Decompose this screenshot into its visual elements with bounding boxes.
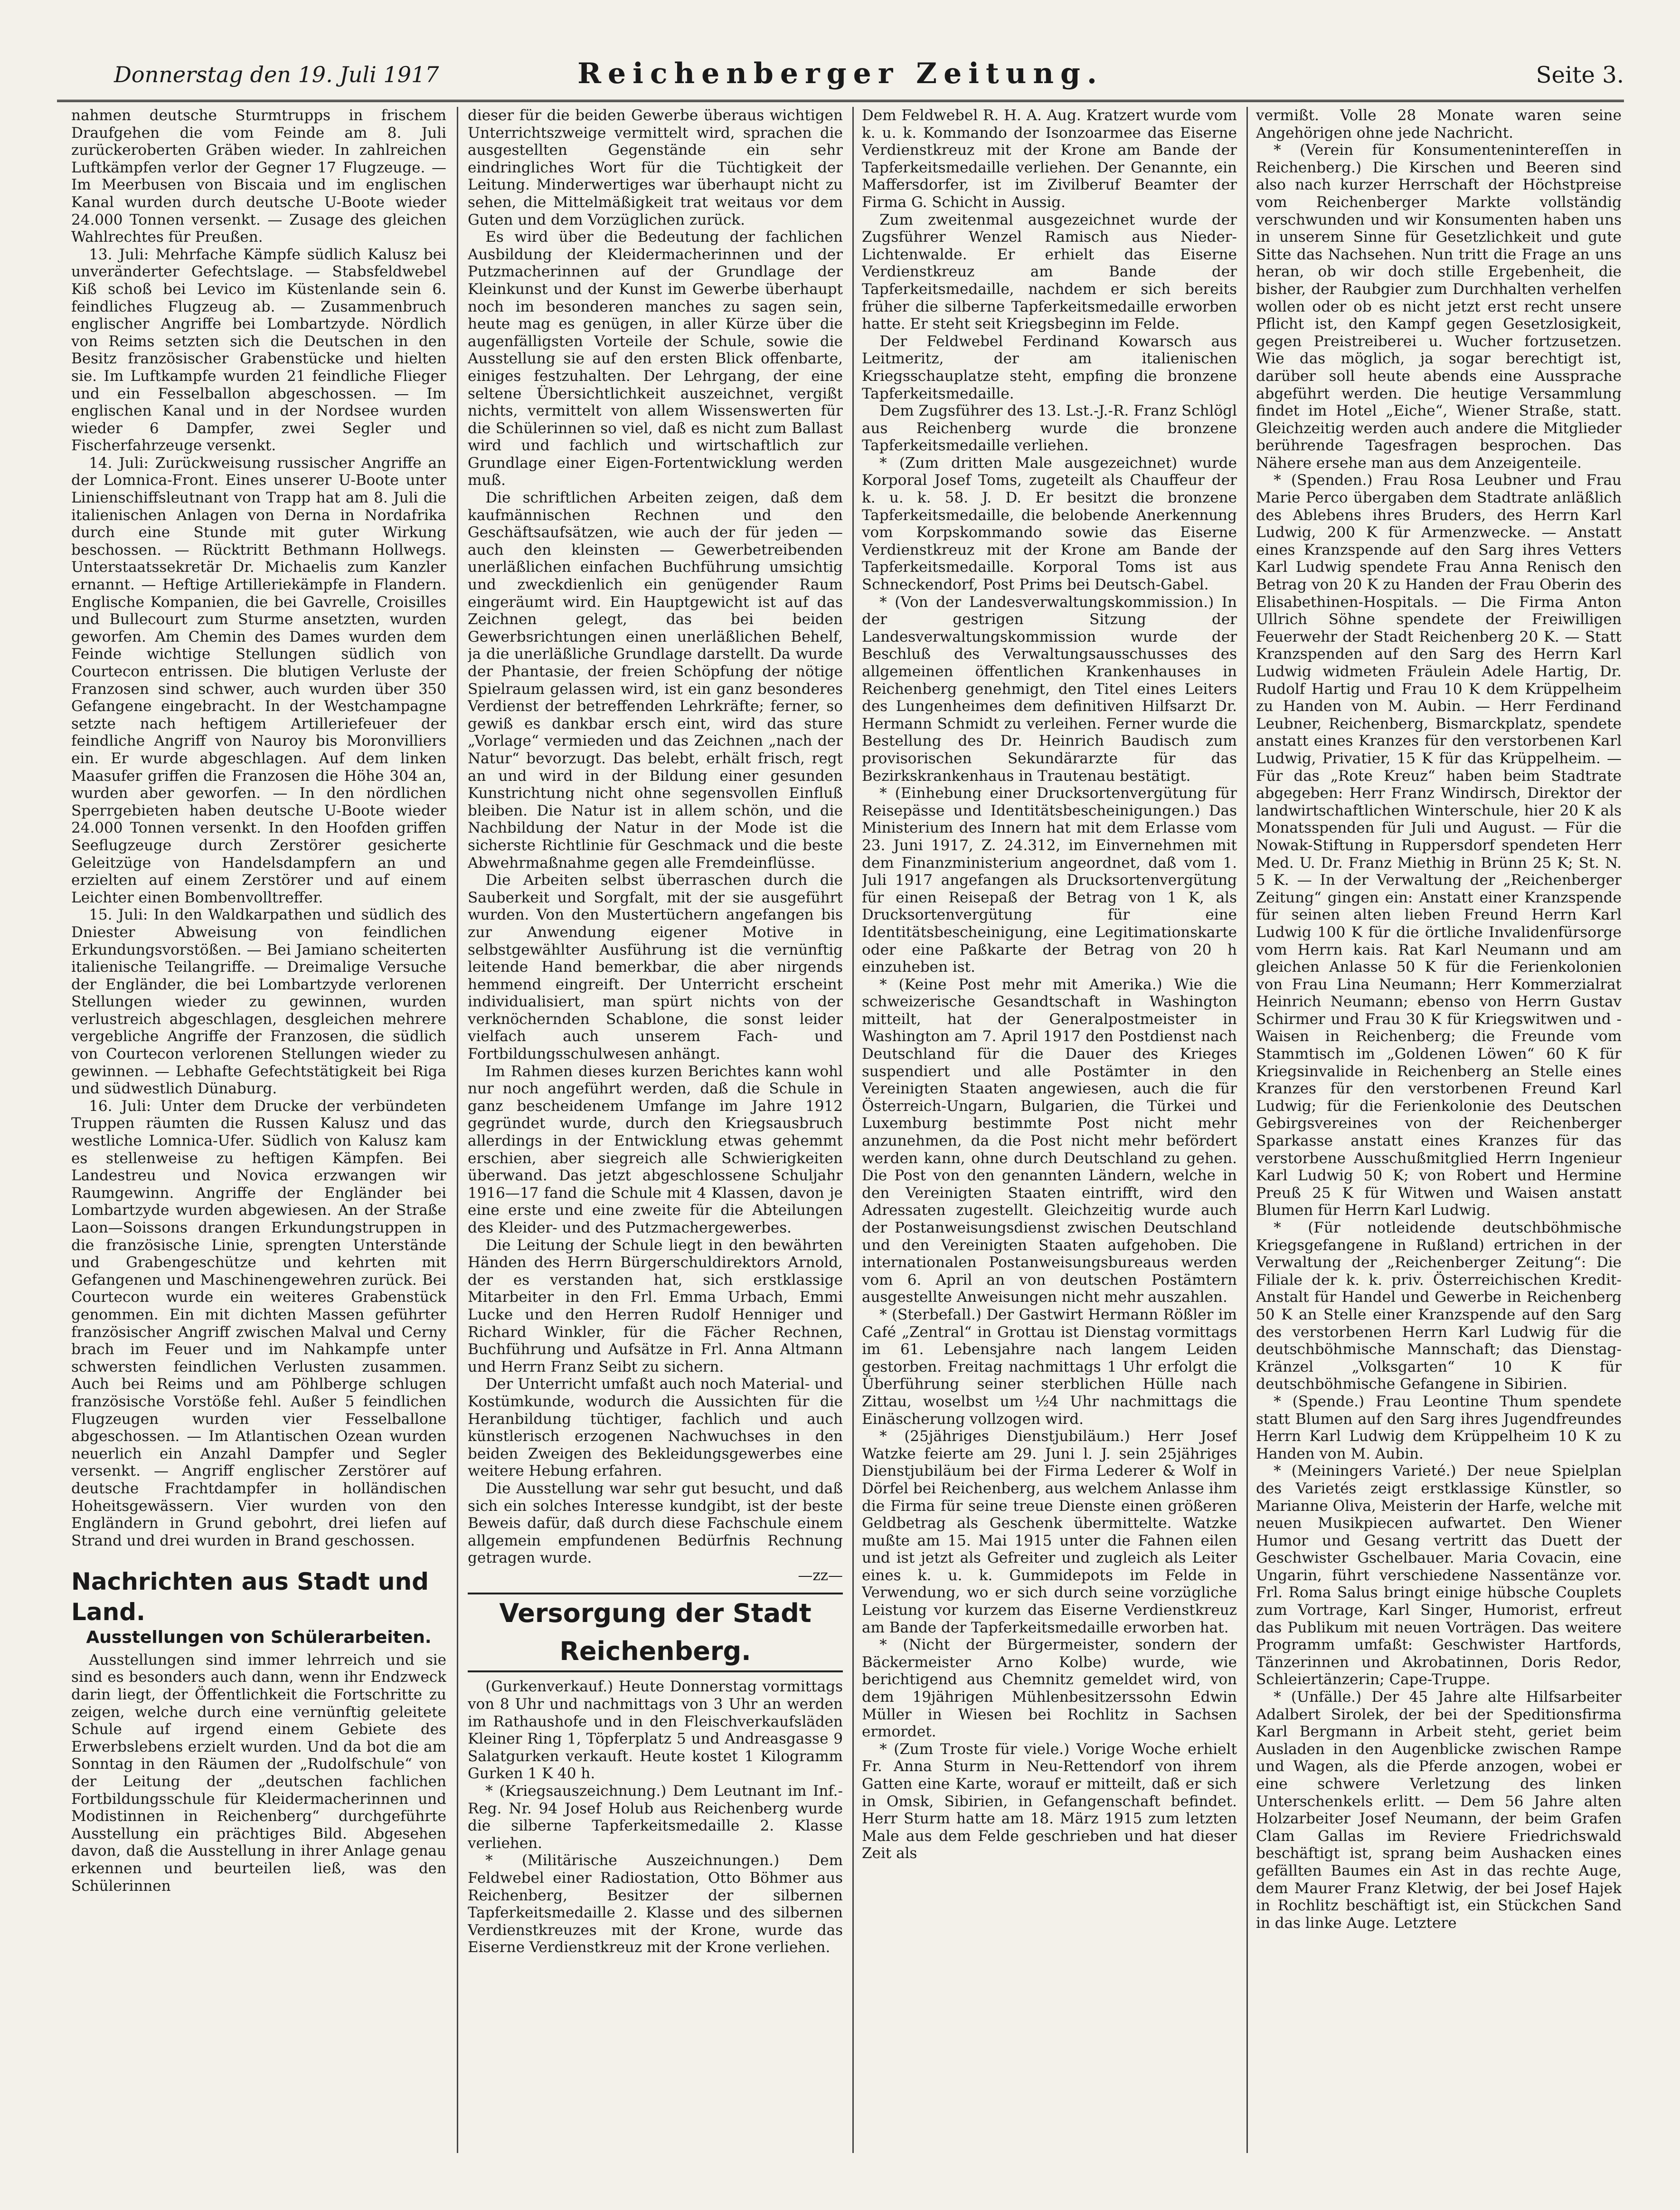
notice-accidents: * (Unfälle.) Der 45 Jahre alte Hilfsarbeiter Adalbert Sirolek, der bei der Speditionsfirma Karl Bergmann in Arbeit steht, geriet beim Ausladen in den Augenblicke zwischen Rampe und Wagen, als die Pferde anzogen, wobei er eine schwere Verletzung des linken Unterschenkels erlitt. — Dem 56 Jahre alten Holzarbeiter Josef Neumann, der beim Grafen Clam Gallas im Reviere Friedrichswald beschäftigt ist, sprang beim Aushacken eines gefällten Baumes ein Ast in das rechte Auge, dem Maurer Franz Kletwig, der bei Josef Hajek in Rochlitz beschäftigt ist, ein Stückchen Sand in das linke Auge. Letztere bbox=[1256, 1688, 1622, 1932]
notice-paragraph: Zum zweitenmal ausgezeichnet wurde der Zugsführer Wenzel Ramisch aus Nieder-Lichtenwalde. Er erhielt das Eiserne Verdienstkreuz am Bande der Tapferkeitsmedaille, nachdem er sich bereits früher die silberne Tapferkeitsmedaille erworben hatte. Er steht seit Kriegsbeginn im Felde. bbox=[862, 211, 1237, 333]
column-3 bbox=[862, 107, 1237, 2153]
page-number: Seite 3. bbox=[1536, 62, 1624, 88]
notice-consumer-association: * (Verein für Konsumentenintereſſen in Reichenberg.) Die Kirschen und Beeren sind also nach kurzer Herrschaft der Höchstpreise vom Reichenberger Markte vollständig verschwunden und wir Konsumenten haben uns in unserem Sinne für Gesetzlichkeit und gute Sitte das Nachsehen. Nun tritt die Frage an uns heran, ob wir doch stille Ergebenheit, die bisher, der Raubgier zum Durchhalten verhelfen wollen oder ob es nicht jetzt erst recht unsere Pflicht ist, den Kampf gegen Gesetzlosigkeit, gegen Preistreiberei u. Wucher fortzusetzen. Wie das möglich, ja sogar berechtigt ist, darüber soll heute abends eine Aussprache abgeführt werden. Die heutige Versammlung findet im Hotel „Eiche“, Wiener Straße, statt. Gleichzeitig werden auch andere die Mitglieder berührende Tagesfragen besprochen. Das Nähere ersehe man aus dem Anzeigenteile. bbox=[1256, 142, 1622, 472]
notice-prisoners-of-war: * (Für notleidende deutschböhmische Kriegsgefangene in Rußland) ertrichen in der Verwaltung der „Reichenberger Zeitung“: Die Filiale der k. k. priv. Österreichischen Kredit-Anstalt für Handel und Gewerbe in Reichenberg 50 K an Stelle einer Kranzspende auf den Sarg des verstorbenen Herrn Karl Ludwig für die deutschböhmische Mannschaft; das Dienstag-Kränzel „Volksgarten“ 10 K für deutschböhmische Gefangene in Sibirien. bbox=[1256, 1219, 1622, 1393]
notice-paragraph: vermißt. Volle 28 Monate waren seine Angehörigen ohne jede Nachricht. bbox=[1256, 107, 1622, 142]
notice-correction: * (Nicht der Bürgermeister, sondern der Bäckermeister Arno Kolbe) wurde, wie berichtigend aus Chemnitz gemeldet wird, von dem 19jährigen Mühlenbesitzerssohn Edwin Müller in Wiesen bei Rochlitz in Sachsen ermordet. bbox=[862, 1636, 1237, 1741]
article-paragraph: dieser für die beiden Gewerbe überaus wichtigen Unterrichtszweige vermittelt wird, sprachen die ausgestellten Gegenstände ein sehr eindringliches Wort für die Tüchtigkeit der Leitung. Minderwertiges war überhaupt nicht zu sehen, die Mittelmäßigkeit trat weitaus vor dem Guten und dem Vorzüglichen zurück. bbox=[468, 107, 843, 228]
notice-paragraph: Der Feldwebel Ferdinand Kowarsch aus Leitmeritz, der am italienischen Kriegsschauplatze steht, empfing die bronzene Tapferkeitsmedaille. bbox=[862, 332, 1237, 402]
article-paragraph: Die Leitung der Schule liegt in den bewährten Händen des Herrn Bürgerschuldirektors Arnold, der es verstanden hat, sich erstklassige Mitarbeiter in den Frl. Emma Urbach, Emmi Lucke und den Herren Rudolf Henniger und Richard Winkler, für die Fächer Rechnen, Buchführung und Aufsätze in Frl. Anna Altmann und Herrn Franz Seibt zu sichern. bbox=[468, 1236, 843, 1375]
column-4 bbox=[1256, 107, 1622, 2153]
article-paragraph: Die Arbeiten selbst überraschen durch die Sauberkeit und Sorgfalt, mit der sie ausgeführt wurden. Von den Mustertüchern angefangen bis zur Anwendung eigener Motive in selbstgewählter Ausführung ist die vernünftig leitende Hand bemerkbar, die aber nirgends hemmend eingreift. Der Unterricht erscheint individualisiert, man spürt nichts von der verknöchernden Schablone, die sonst leider vielfach auch unserem Fach- und Fortbildungsschulwesen anhängt. bbox=[468, 872, 843, 1063]
section-heading-city-supply: Versorgung der Stadt Reichenberg. bbox=[468, 1593, 843, 1672]
masthead bbox=[57, 57, 1624, 102]
notice-no-mail-america: * (Keine Post mehr mit Amerika.) Wie die schweizerische Gesandtschaft in Washington mitteilt, hat der Generalpostmeister in Washington am 7. April 1917 den Postdienst nach Deutschland für die Dauer des Krieges suspendiert und alle Postämter in den Vereinigten Staaten angewiesen, auch die für Österreich-Ungarn, Bulgarien, die Türkei und Luxemburg bestimmte Post nicht mehr anzunehmen, da die Post nicht mehr befördert werden kann, ohne durch Deutschland zu gehen. Die Post von den genannten Ländern, welche in den Vereinigten Staaten eintrifft, wird den Adressaten zugestellt. Gleichzeitig wurde auch der Postanweisungsdienst zwischen Deutschland und den Vereinigten Staaten aufgehoben. Die internationalen Postanweisungsbureaus werden vom 6. April an von deutschen Postämtern ausgestellte Anweisungen nicht mehr auszahlen. bbox=[862, 976, 1237, 1306]
war-chronicle-16-july: 16. Juli: Unter dem Drucke der verbündeten Truppen räumten die Russen Kalusz und das westliche Lomnica-Ufer. Südlich von Kalusz kam es stellenweise zu heftigen Kämpfen. Bei Landestreu und Novica erzwangen wir Raumgewinn. Angriffe der Engländer bei Lombartzyde wurden abgewiesen. An der Straße Laon—Soissons drangen Erkundungstruppen in die französische Linie, sprengten Unterstände und Grabengeschütze und kehrten mit Gefangenen und Maschinengewehren zurück. Bei Courtecon wurde ein weiteres Grabenstück genommen. Ein mit dichten Massen geführter französischer Angriff zwischen Malval und Cerny brach im Feuer und im Nahkampfe unter schwersten feindlichen Verlusten zusammen. Auch bei Reims und am Pöhlberge schlugen französische Vorstöße fehl. Außer 5 feindlichen Flugzeugen wurden vier Fesselballone abgeschossen. — Im Atlantischen Ozean wurden neuerlich ein Anzahl Dampfer und Segler versenkt. — Angriff englischer Zerstörer auf deutsche Frachtdampfer in holländischen Hoheitsgewässern. Vier wurden von den Engländern in Grund gebohrt, drei liefen auf Strand und drei wurden in Brand geschossen. bbox=[71, 1097, 446, 1549]
notice-third-decoration: * (Zum dritten Male ausgezeichnet) wurde Korporal Josef Toms, zugeteilt als Chauffeur der k. u. k. 58. J. D. Er besitzt die bronzene Tapferkeitsmedaille, die belobende Anerkennung vom Korpskommando sowie das Eiserne Verdienstkreuz mit der Krone am Bande der Tapferkeitsmedaille. Korporal Toms ist aus Schneckendorf, Post Prims bei Deutsch-Gabel. bbox=[862, 454, 1237, 594]
notice-paragraph: Dem Zugsführer des 13. Lst.-J.-R. Franz Schlögl aus Reichenberg wurde die bronzene Tapferkeitsmedaille verliehen. bbox=[862, 402, 1237, 455]
column-rule bbox=[1246, 107, 1248, 2153]
article-paragraph: Die schriftlichen Arbeiten zeigen, daß dem kaufmännischen Rechnen und den Geschäftsaufsätzen, wie auch der für jeden — auch den kleinsten — Gewerbetreibenden unerläßlichen einfachen Buchführung umsichtig und zweckdienlich ein genügender Raum eingeräumt wird. Ein Hauptgewicht ist auf das Zeichnen gelegt, das bei beiden Gewerbsrichtungen einen unerläßlichen Behelf, ja die unerläßliche Grundlage darstellt. Da wurde der Phantasie, der freien Schöpfung der nötige Spielraum gelassen wird, ist ein ganz besonderes Verdienst der betreffenden Lehrkräfte; ferner, so gewiß es dankbar ersch eint, wird das sture „Vorlage“ vermieden und das Zeichnen „nach der Natur“ bevorzugt. Das belebt, erhält frisch, regt an und wird in der Bildung einer gesunden Kunstrichtung nicht ohne segensvollen Einfluß bleiben. Die Natur ist in allem schön, und die Nachbildung der Natur in der Mode ist die sicherste Richtlinie für Geschmack und die beste Abwehrmaßnahme gegen alle Fremdeinflüsse. bbox=[468, 489, 843, 872]
author-signature: —zz— bbox=[798, 1566, 843, 1584]
section-heading-local-news: Nachrichten aus Stadt und Land. bbox=[71, 1568, 429, 1626]
war-chronicle-13-july: 13. Juli: Mehrfache Kämpfe südlich Kalusz bei unveränderter Gefechtslage. — Stabsfeldwebel Kiß schoß bei Levico im Küstenlande sein 6. feindliches Flugzeug ab. — Zusammenbruch englischer Angriffe bei Lombartzyde. Nördlich von Reims setzten sich die Deutschen in den Besitz französischer Grabenstücke und hielten sie. Im Luftkampfe wurden 21 feindliche Flieger und ein Fesselballon abgeschossen. — Im englischen Kanal und in der Nordsee wurden wieder 6 Dampfer, zwei Segler und Fischerfahrzeuge versenkt. bbox=[71, 246, 446, 455]
column-2 bbox=[468, 107, 843, 2153]
notice-paragraph: Dem Feldwebel R. H. A. Aug. Kratzert wurde vom k. u. k. Kommando der Isonzoarmee das Eiserne Verdienstkreuz mit der Krone am Bande der Tapferkeitsmedaille verliehen. Der Genannte, ein Maffersdorfer, ist im Zivilberuf Beamter der Firma G. Schicht in Aussig. bbox=[862, 107, 1237, 211]
notice-service-jubilee: * (25jähriges Dienstjubiläum.) Herr Josef Watzke feierte am 29. Juni l. J. sein 25jähriges Dienstjubiläum bei der Firma Lederer & Wolf in Dörfel bei Reichenberg, aus welchem Anlasse ihm die Firma für seine treue Dienste einen größeren Geldbetrag als Geschenk übermittelte. Watzke mußte am 15. Mai 1915 unter die Fahnen eilen und ist jetzt als Gefreiter und zugleich als Leiter eines k. u. k. Gummidepots im Felde in Verwendung, wo er sich durch seine vorzügliche Leistung vor kurzem das Eiserne Verdienstkreuz am Bande der Tapferkeitsmedaille erworben hat. bbox=[862, 1428, 1237, 1636]
article-paragraph: Im Rahmen dieses kurzen Berichtes kann wohl nur noch angeführt werden, daß die Schule in ganz bescheidenem Umfange im Jahre 1912 gegründet wurde, durch den Kriegsausbruch allerdings in der Entwicklung etwas gehemmt erschien, aber siegreich alle Schwierigkeiten überwand. Das jetzt abgeschlossene Schuljahr 1916—17 fand die Schule mit 4 Klassen, davon je eine erste und eine zweite für die Abteilungen des Kleider- und des Putzmachergewerbes. bbox=[468, 1062, 843, 1236]
notice-variety-theatre: * (Meiningers Varieté.) Der neue Spielplan des Varietés zeigt erstklassige Künstler, so Marianne Oliva, Meisterin der Harfe, welche mit neuen Musikpiecen aufwartet. Den Wiener Humor und Gesang vertritt das Duett der Geschwister Gschelbauer. Maria Covacin, eine Ungarin, führt verschiedene Nassentänze vor. Frl. Roma Salus bringt einige hübsche Couplets zum Vortrage, Karl Singer, Humorist, erfreut das Publikum mit neuen Vorträgen. Das weitere Programm umfaßt: Geschwister Hartfords, Tänzerinnen und Akrobatinnen, Doris Redor, Schleiertänzerin; Cape-Truppe. bbox=[1256, 1462, 1622, 1688]
notice-land-commission: * (Von der Landesverwaltungskommission.) In der gestrigen Sitzung der Landesverwaltungskommission wurde der Beschluß des Verwaltungsausschusses des allgemeinen öffentlichen Krankenhauses in Reichenberg genehmigt, den Titel eines Leiters des Lungenheimes dem definitiven Hilfsarzt Dr. Hermann Schmidt zu verleihen. Ferner wurde die Bestellung des Dr. Heinrich Baudisch zum provisorischen Sekundärarzte für das Bezirkskrankenhaus in Trautenau bestätigt. bbox=[862, 593, 1237, 785]
column-rule bbox=[852, 107, 854, 2153]
notice-military-decorations: * (Militärische Auszeichnungen.) Dem Feldwebel einer Radiostation, Otto Böhmer aus Reichenberg, Besitzer der silbernen Tapferkeitsmedaille 2. Klasse und des silbernen Verdienstkreuzes mit der Krone, wurde das Eiserne Verdienstkreuz mit der Krone verliehen. bbox=[468, 1852, 843, 1956]
notice-war-decoration: * (Kriegsauszeichnung.) Dem Leutnant im Inf.-Reg. Nr. 94 Josef Holub aus Reichenberg wurde die silberne Tapferkeitsmedaille 2. Klasse verliehen. bbox=[468, 1783, 843, 1852]
war-chronicle-12-july: nahmen deutsche Sturmtrupps in frischem Draufgehen die vom Feinde am 8. Juli zurückeroberten Gräben wieder. In zahlreichen Luftkämpfen verlor der Gegner 17 Flugzeuge. — Im Meerbusen von Biscaia und im englischen Kanal wurden durch deutsche U-Boote wieder 24.000 Tonnen versenkt. — Zusage des gleichen Wahlrechtes für Preußen. bbox=[71, 107, 446, 246]
notice-cucumber-sale: (Gurkenverkauf.) Heute Donnerstag vormittags von 8 Uhr und nachmittags von 3 Uhr an werden im Rathaushofe und in den Fleischverkaufsläden Kleiner Ring 1, Töpferplatz 5 und Andreasgasse 9 Salatgurken verkauft. Heute kostet 1 Kilogramm Gurken 1 K 40 h. bbox=[468, 1678, 843, 1783]
article-paragraph: Ausstellungen sind immer lehrreich und sie sind es besonders auch dann, wenn ihr Endzweck darin liegt, der Öffentlichkeit die Fortschritte zu zeigen, welche durch eine vernünftig geleitete Schule auf irgend einem Gebiete des Erwerbslebens erzielt wurden. Und da bot die am Sonntag in den Räumen der „Rudolfschule“ von der Leitung der „deutschen fachlichen Fortbildungsschule für Kleidermacherinnen und Modistinnen in Reichenberg“ durchgeführte Ausstellung ein prächtiges Bild. Abgesehen davon, daß die Ausstellung in ihrer Anlage genau erkennen und beurteilen ließ, was den Schülerinnen bbox=[71, 1651, 446, 1895]
issue-date: Donnerstag den 19. Juli 1917 bbox=[114, 62, 439, 87]
article-paragraph: Die Ausstellung war sehr gut besucht, und daß sich ein solches Interesse kundgibt, ist der beste Beweis dafür, daß durch diese Fachschule einem allgemein empfundenen Bedürfnis Rechnung getragen wurde. bbox=[468, 1480, 843, 1567]
notice-donations: * (Spenden.) Frau Rosa Leubner und Frau Marie Perco übergaben dem Stadtrate anläßlich des Ablebens ihres Bruders, des Herrn Karl Ludwig, 200 K für Armenzwecke. — Anstatt eines Kranzspende auf den Sarg ihres Vetters Karl Ludwig spendete Frau Anna Renisch den Betrag von 20 K zu Handen der Frau Oberin des Elisabethinen-Hospitals. — Die Firma Anton Ullrich Söhne spendete der Freiwilligen Feuerwehr der Stadt Reichenberg 20 K. — Statt Kranzspenden auf den Sarg des Herrn Karl Ludwig widmeten Fräulein Adele Hartig, Dr. Rudolf Hartig und Frau 10 K dem Krüppelheim zu Handen von M. Aubin. — Herr Ferdinand Leubner, Reichenberg, Bismarckplatz, spendete anstatt eines Kranzes für den verstorbenen Karl Ludwig, Privatier, 15 K für das Krüppelheim. — Für das „Rote Kreuz“ haben beim Stadtrate abgegeben: Herr Franz Windirsch, Direktor der landwirtschaftlichen Winterschule, hier 20 K als Monatsspenden für Juli und August. — Für die Nowak-Stiftung in Ruppersdorf spendeten Herr Med. U. Dr. Franz Miethig in Brünn 25 K; St. N. 5 K. — In der Verwaltung der „Reichenberger Zeitung“ gingen ein: Anstatt einer Kranzspende für seinen alten lieben Freund Herrn Karl Ludwig 100 K für die örtliche Invalidenfürsorge vom Herrn kais. Rat Karl Neumann und am gleichen Anlasse 50 K für die Ferienkolonien von Frau Lina Neumann; Herr Kommerzialrat Heinrich Neumann; ebenso von Herrn Gustav Schirmer und Frau 30 K für Kriegswitwen und -Waisen in Reichenberg; die Freunde vom Stammtisch im „Goldenen Löwen“ 60 K für Kriegsinvalide in Reichenberg an Stelle eines Kranzes für den verstorbenen Freund Karl Ludwig; für die Ferienkolonie des Deutschen Gebirgsvereines von der Reichenberger Sparkasse anstatt eines Kranzes für das verstorbene Ausschußmitglied Herrn Ingenieur Karl Ludwig 50 K; von Robert und Hermine Preuß 25 K für Witwen und Waisen anstatt Blumen für Herrn Karl Ludwig. bbox=[1256, 472, 1622, 1219]
war-chronicle-15-july: 15. Juli: In den Waldkarpathen und südlich des Dniester Abweisung von feindlichen Erkundungsvorstößen. — Bei Jamiano scheiterten italienische Teilangriffe. — Dreimalige Versuche der Engländer, die bei Lombartzyde verlorenen Stellungen wieder zu gewinnen, wurden verlustreich abgeschlagen, desgleichen mehrere vergebliche Angriffe der Franzosen, die südlich von Courtecon verlorenen Stellungen wieder zu gewinnen. — Lebhafte Gefechtstätigkeit bei Riga und südwestlich Dünaburg. bbox=[71, 906, 446, 1098]
column-1 bbox=[71, 107, 446, 2153]
article-heading-student-exhibitions: Ausstellungen von Schülerarbeiten. bbox=[86, 1628, 432, 1648]
notice-donation: * (Spende.) Frau Leontine Thum spendete statt Blumen auf den Sarg ihres Jugendfreundes Herrn Karl Ludwig dem Krüppelheim 10 K zu Handen von M. Aubin. bbox=[1256, 1393, 1622, 1462]
notice-comfort: * (Zum Troste für viele.) Vorige Woche erhielt Fr. Anna Sturm in Neu-Rettendorf von ihrem Gatten eine Karte, worauf er mitteilt, daß er sich in Omsk, Sibirien, in Gefangenschaft befindet. Herr Sturm hatte am 18. März 1915 zum letzten Male aus dem Felde geschrieben und hat dieser Zeit als bbox=[862, 1740, 1237, 1862]
notice-death: * (Sterbefall.) Der Gastwirt Hermann Rößler im Café „Zentral“ in Grottau ist Dienstag vormittags im 61. Lebensjahre nach langem Leiden gestorben. Freitag nachmittags 1 Uhr erfolgt die Überführung seiner sterblichen Hülle nach Zittau, woselbst um ½4 Uhr nachmittags die Einäscherung vollzogen wird. bbox=[862, 1306, 1237, 1428]
newspaper-title: Reichenberger Zeitung. bbox=[577, 57, 1104, 90]
article-paragraph: Es wird über die Bedeutung der fachlichen Ausbildung der Kleidermacherinnen und der Putzmacherinnen auf der Grundlage der Kleinkunst und der Kunst im Gewerbe überhaupt noch im besonderen manches zu sagen sein, heute mag es genügen, in aller Kürze über die augenfälligsten Vorteile der Schule, sowie die Ausstellung sie auf den ersten Blick offenbarte, einiges festzuhalten. Der Lehrgang, der eine seltene Übersichtlichkeit auszeichnet, vergißt nichts, vermittelt von allem Wissenswerten für die Schülerinnen so viel, daß es nicht zum Ballast wird und fachlich und wirtschaftlich zur Grundlage einer Eigen-Fortentwicklung werden muß. bbox=[468, 228, 843, 489]
article-paragraph: Der Unterricht umfaßt auch noch Material- und Kostümkunde, wodurch die Aussichten für die Heranbildung tüchtiger, fachlich und auch künstlerisch erzogenen Nachwuchses in den beiden Zweigen des Bekleidungsgewerbes eine weitere Hebung erfahren. bbox=[468, 1375, 843, 1480]
notice-passport-fee: * (Einhebung einer Drucksortenvergütung für Reisepässe und Identitätsbescheinigungen.) Das Ministerium des Innern hat mit dem Erlasse vom 23. Juni 1917, Z. 24.312, im Einvernehmen mit dem Finanzministerium angeordnet, daß vom 1. Juli 1917 angefangen als Drucksortenvergütung für einen Reisepaß der Betrag von 1 K, als Drucksortenvergütung für eine Identitätsbescheinigung, eine Legitimationskarte oder eine Paßkarte der Betrag von 20 h einzuheben ist. bbox=[862, 785, 1237, 976]
column-rule bbox=[457, 107, 458, 2153]
war-chronicle-14-july: 14. Juli: Zurückweisung russischer Angriffe an der Lomnica-Front. Eines unserer U-Boote unter Linienschiffsleutnant von Trapp hat am 8. Juli die italienischen Anlagen von Derna in Nordafrika durch eine Stunde mit guter Wirkung beschossen. — Rücktritt Bethmann Hollwegs. Unterstaatssekretär Dr. Michaelis zum Kanzler ernannt. — Heftige Artilleriekämpfe in Flandern. Englische Kompanien, die bei Gavrelle, Croisilles und Bullecourt zum Sturme ansetzten, wurden geworfen. Am Chemin des Dames wurden dem Feinde wichtige Stellungen südlich von Courtecon entrissen. Die blutigen Verluste der Franzosen sind schwer, auch wurden über 350 Gefangene eingebracht. In der Westchampagne setzte nach heftigem Artilleriefeuer der feindliche Angriff von Nauroy bis Moronvilliers ein. Er wurde abgeschlagen. Auf dem linken Maasufer griffen die Franzosen die Höhe 304 an, wurden aber geworfen. — In den nördlichen Sperrgebieten haben deutsche U-Boote wieder 24.000 Tonnen versenkt. In den Hoofden griffen Seeflugzeuge durch Zerstörer gesicherte Geleitzüge von Handelsdampfern an und erzielten auf einem Zerstörer und auf einem Leichter einen Bombenvolltreffer. bbox=[71, 454, 446, 906]
